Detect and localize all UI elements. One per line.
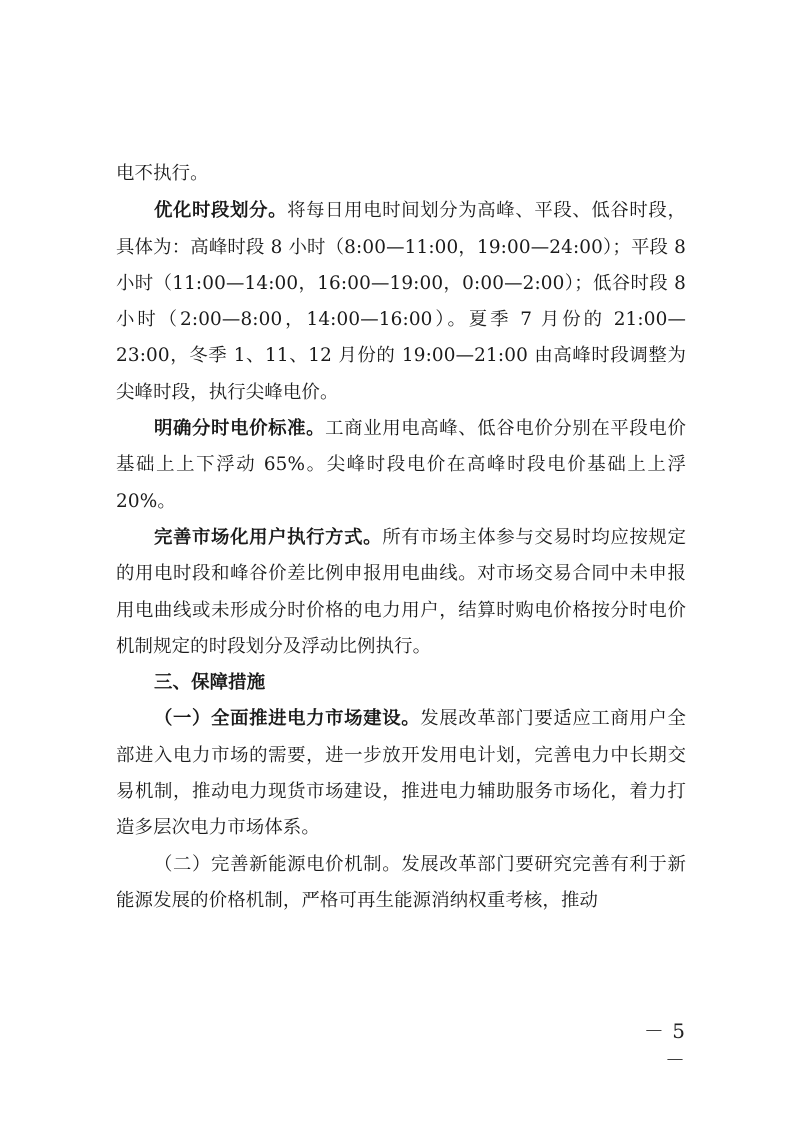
paragraph-text: 将每日用电时间划分为高峰、平段、低谷时段，具体为：高峰时段 8 小时（8:00—11:00，19:00—24:00）；平段 8 小时（11:00—14:00，16:00—19:00，0:00—2:00）；低谷时段 8 小时（2:00—8:00，14:00—16:00）。夏季 7 月份的 21:00—23:00，冬季 1、11、12 月份的 19:00—21:00 由高峰时段调整为尖峰时段，执行尖峰电价。	[116, 200, 686, 403]
paragraph-text: 工商业用电高峰、低谷电价分别在平段电价基础上上下浮动 65%。尖峰时段电价在高峰时段电价基础上上浮 20%。	[116, 418, 686, 512]
paragraph-market-users	[116, 520, 686, 665]
paragraph-time-period-division	[116, 193, 686, 411]
section-title: 三、保障措施	[154, 672, 266, 694]
paragraph-text: 电不执行。	[116, 163, 209, 184]
paragraph-text: 发展改革部门要研究完善有利于新能源发展的价格机制，严格可再生能源消纳权重考核，推动	[116, 853, 686, 911]
paragraph-heading: （二）完善新能源电价机制。	[154, 853, 402, 875]
paragraph-text: 发展改革部门要适应工商用户全部进入电力市场的需要，进一步放开发用电计划，完善电力中长期交易机制，推动电力现货市场建设，推进电力辅助服务市场化，着力打造多层次电力市场体系。	[116, 708, 686, 839]
page-number: － 5 －	[643, 1019, 686, 1072]
paragraph-heading: 优化时段划分。	[154, 200, 288, 222]
paragraph-power-market	[116, 701, 686, 846]
paragraph-text: 所有市场主体参与交易时均应按规定的用电时段和峰谷价差比例申报用电曲线。对市场交易合同中未申报用电曲线或未形成分时价格的电力用户，结算时购电价格按分时电价机制规定的时段划分及浮动比例执行。	[116, 526, 686, 657]
paragraph-continuation	[116, 156, 686, 192]
section-heading-safeguards	[116, 665, 686, 701]
paragraph-heading: 明确分时电价标准。	[154, 418, 326, 440]
paragraph-new-energy	[116, 847, 686, 920]
paragraph-price-standard	[116, 411, 686, 520]
paragraph-heading: （一）全面推进电力市场建设。	[154, 708, 421, 730]
document-body	[116, 156, 686, 919]
paragraph-heading: 完善市场化用户执行方式。	[154, 526, 383, 548]
